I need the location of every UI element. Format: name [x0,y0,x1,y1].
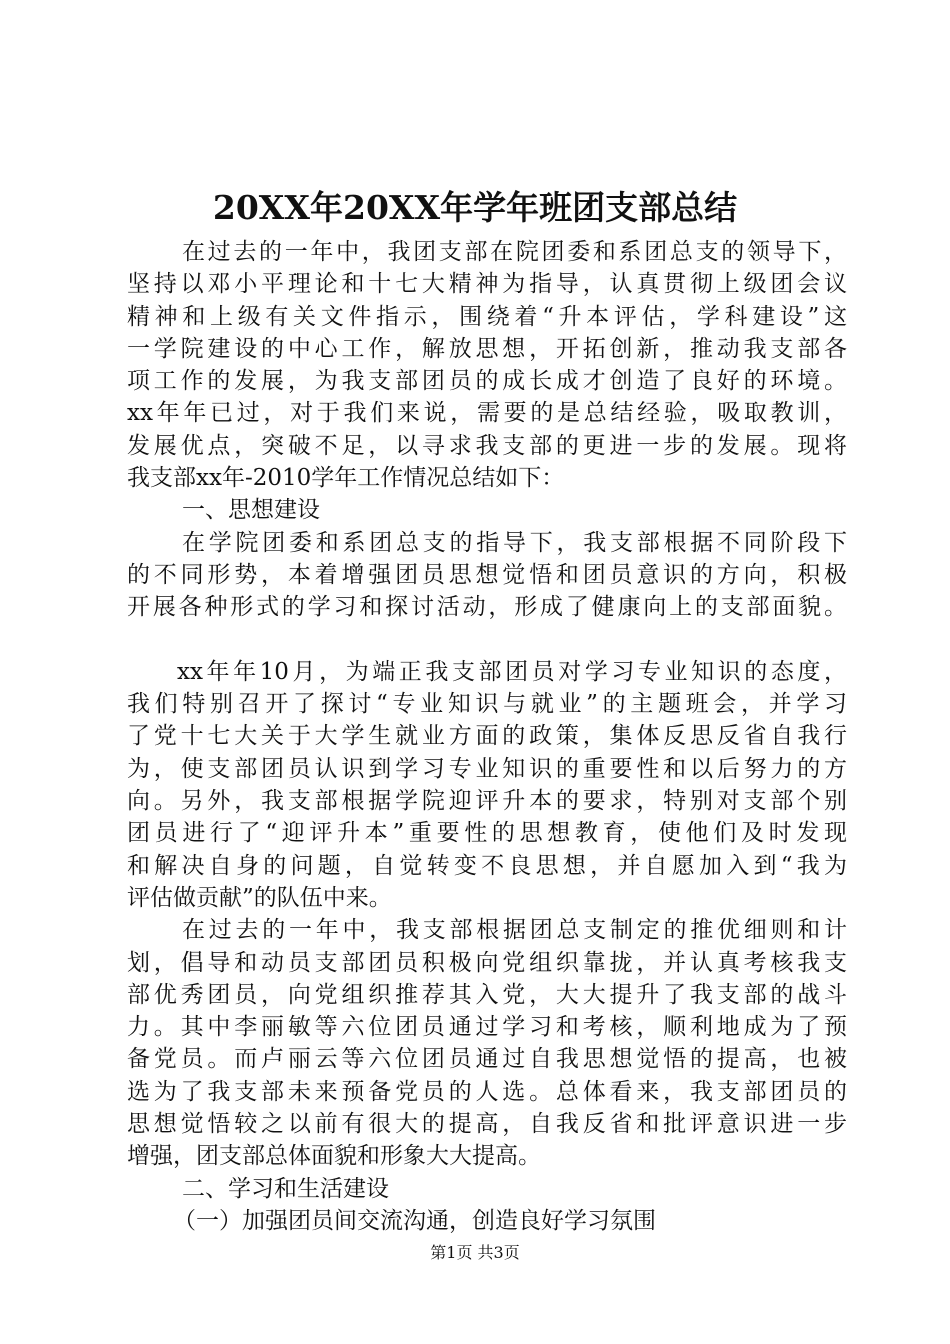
paragraph-line: 一学院建设的中心工作，解放思想，开拓创新，推动我支部各 [127,335,847,362]
paragraph-line: 力。其中李丽敏等六位团员通过学习和考核，顺利地成为了预 [127,1014,847,1041]
paragraph-line: 在过去的一年中，我支部根据团总支制定的推优细则和计 [182,917,847,944]
paragraph-line: 思想觉悟较之以前有很大的提高，自我反省和批评意识进一步 [127,1111,847,1138]
section-heading: 一、思想建设 [182,497,320,524]
blank-line [127,624,847,656]
page-footer: 第1页 共3页 [430,1243,520,1262]
paragraph-line: 增强，团支部总体面貌和形象大大提高。 [127,1143,541,1170]
paragraph-line: xx年年10月，为端正我支部团员对学习专业知识的态度， [177,658,847,685]
paragraph-line: 精神和上级有关文件指示，围绕着“升本评估，学科建设”这 [127,303,847,330]
paragraph-line: 备党员。而卢丽云等六位团员通过自我思想觉悟的提高，也被 [127,1046,847,1073]
page-title: 20XX年20XX年学年班团支部总结 [212,188,738,227]
document-body [127,236,847,1237]
paragraph-line: 发展优点，突破不足，以寻求我支部的更进一步的发展。现将 [127,432,847,459]
paragraph-line: 项工作的发展，为我支部团员的成长成才创造了良好的环境。 [127,368,847,395]
paragraph-line: 我们特别召开了探讨“专业知识与就业”的主题班会，并学习 [127,691,847,718]
paragraph-line: 了党十七大关于大学生就业方面的政策，集体反思反省自我行 [127,723,847,750]
paragraph-line: 在学院团委和系团总支的指导下，我支部根据不同阶段下 [182,529,847,556]
paragraph-line: 坚持以邓小平理论和十七大精神为指导，认真贯彻上级团会议 [127,271,847,298]
paragraph-line: 在过去的一年中，我团支部在院团委和系团总支的领导下， [182,239,847,265]
paragraph-line: 划，倡导和动员支部团员积极向党组织靠拢，并认真考核我支 [127,949,847,976]
paragraph-line: 为，使支部团员认识到学习专业知识的重要性和以后努力的方 [127,755,847,782]
paragraph-line: 向。另外，我支部根据学院迎评升本的要求，特别对支部个别 [127,788,847,815]
paragraph-line: 的不同形势，本着增强团员思想觉悟和团员意识的方向，积极 [127,561,847,588]
subsection-heading: （一）加强团员间交流沟通，创造良好学习氛围 [173,1207,656,1234]
paragraph-line: xx年年已过，对于我们来说，需要的是总结经验，吸取教训， [127,400,847,427]
paragraph-line: 部优秀团员，向党组织推荐其入党，大大提升了我支部的战斗 [127,981,847,1008]
section-heading: 二、学习和生活建设 [182,1175,389,1202]
paragraph-line: 团员进行了“迎评升本”重要性的思想教育，使他们及时发现 [127,820,847,847]
paragraph-line: 我支部xx年-2010学年工作情况总结如下： [127,465,565,492]
paragraph-line: 选为了我支部未来预备党员的人选。总体看来，我支部团员的 [127,1078,847,1105]
paragraph-line: 开展各种形式的学习和探讨活动，形成了健康向上的支部面貌。 [127,594,847,621]
paragraph-line: 和解决自身的问题，自觉转变不良思想，并自愿加入到“我为 [127,852,847,879]
paragraph-line: 评估做贡献”的队伍中来。 [127,884,392,911]
